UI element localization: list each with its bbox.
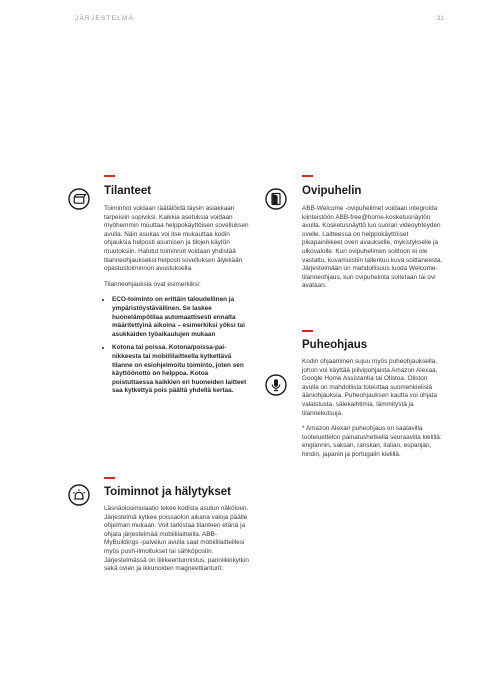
page-number: 31 bbox=[436, 15, 444, 22]
section-title-puheohjaus: Puheohjaus bbox=[302, 339, 368, 351]
accent-line bbox=[302, 330, 313, 332]
list-item: • Kotona tai poissa. Kotona/poissa-painikkeesta tai mobiililaitteella kytkettävä tilanne on esiohjelmoitu toiminto, joten sen käyttöönotto on helppoa. Kotoa poistuttaessa kaikkien eri huoneiden laitteet saa kytkettyä pois päältä yhdellä kertaa. bbox=[112, 344, 249, 396]
alarm-icon bbox=[68, 484, 90, 506]
footnote: * Amazon Alexan puheohjaus on saatavilla tuoteluettelon painatushetkellä seuraavilla kielillä: englannin, saksan, ranskan, italian, espanjan, hindin, japanin ja portugalin kielillä. bbox=[302, 425, 442, 458]
microphone-icon bbox=[265, 374, 287, 396]
accent-line bbox=[302, 175, 313, 177]
section-body-puheohjaus bbox=[302, 358, 444, 467]
section-body-toiminnot bbox=[104, 505, 249, 581]
section-title-tilanteet: Tilanteet bbox=[104, 185, 152, 197]
list-item: • ECO-toiminto on erittäin taloudellinen ja ympäristöystävällinen. Se laskee huonelämpötilaa automaattisesti ennalta määritettyinä aikoina – esimerkiksi yöksi tai asukkaiden työaikaulujen mukaan bbox=[112, 296, 249, 339]
paragraph: Tilanneohjauksia ovat esimerkiksi: bbox=[104, 280, 201, 288]
running-head: JÄRJESTELMÄ bbox=[75, 15, 135, 22]
section-title-ovipuhelin: Ovipuhelin bbox=[302, 185, 362, 197]
paragraph: ABB-Welcome -ovipuhelimet voidaan integroida kiinteistöön ABB-free@home-kosketusnäytön avulla. Kosketusnäyttö luo suoran videoyhteyden ovelle. Laitteessa on helppokäyttöiset pikapainikkeet oven avaukselle, mykistykselle ja ulkovalolle. Kun ovipuhelimen soittoon ei ole vastattu, kuvamuistiin tallentuu kuva soittaneesta. Järjestelmään on mahdollisuus luoda Welcome-tilanneohjaus, kun ovipuhelinta soitetaan tai ovi avataan. bbox=[302, 205, 443, 290]
bullet-list bbox=[104, 296, 249, 396]
accent-line bbox=[104, 175, 115, 177]
section-body-ovipuhelin bbox=[302, 205, 444, 298]
paragraph: Toiminnot voidaan räätälöidä täysin asiakkaan tarpeisiin sopiviksi. Kaikkia asetuksia voidaan myöhemmin muuttaa helppokäyttöisen sovelluksen avulla. Näin asukas voi itse mukauttaa kodin ohjauksia helposti asumisen ja tilojen käytön muutoksiin. Halutut toiminnot voidaan yhdistää tilanneohjaukseksi helposti sovelluksen älykkään opastustoiminnon avustuksella. bbox=[104, 205, 249, 273]
scene-icon bbox=[68, 188, 90, 210]
section-title-toiminnot: Toiminnot ja hälytykset bbox=[104, 486, 231, 498]
accent-line bbox=[104, 477, 115, 479]
door-phone-icon bbox=[265, 188, 287, 210]
paragraph: Kodin ohjaaminen sujuu myös puheohjauksella, johon voi käyttää piilvipohjaista Amazon Alexaa, Google Home Assistantia tai Olistoa. Oliston avulla on mahdollista toteuttaa suomenkielisiä ääniohjauksia. Puheohjauksen kautta voi ohjata valaistusta, sälekaihtimia, lämmitystä ja tilannekutsuja. bbox=[302, 358, 438, 417]
paragraph: Läsnäolosimulaatio tekee kodista asutun näköisen. Järjestelmä kytkee poissaolon aikana valoja päälle ohjelman mukaan. Voit tarkistaa tilanteen etänä ja ohjata järjestelmää mobiililaitteilla. ABB-MyBuildings -palvelun avulla saat mobiililaitteillesi myös push-ilmoitukset tai sähköpostin. Järjestelmässä on liikkeentunnistus, panniikkikytkin sekä ovien ja ikkunoiden magneettianturit. bbox=[104, 505, 249, 573]
section-body-tilanteet bbox=[104, 205, 249, 401]
